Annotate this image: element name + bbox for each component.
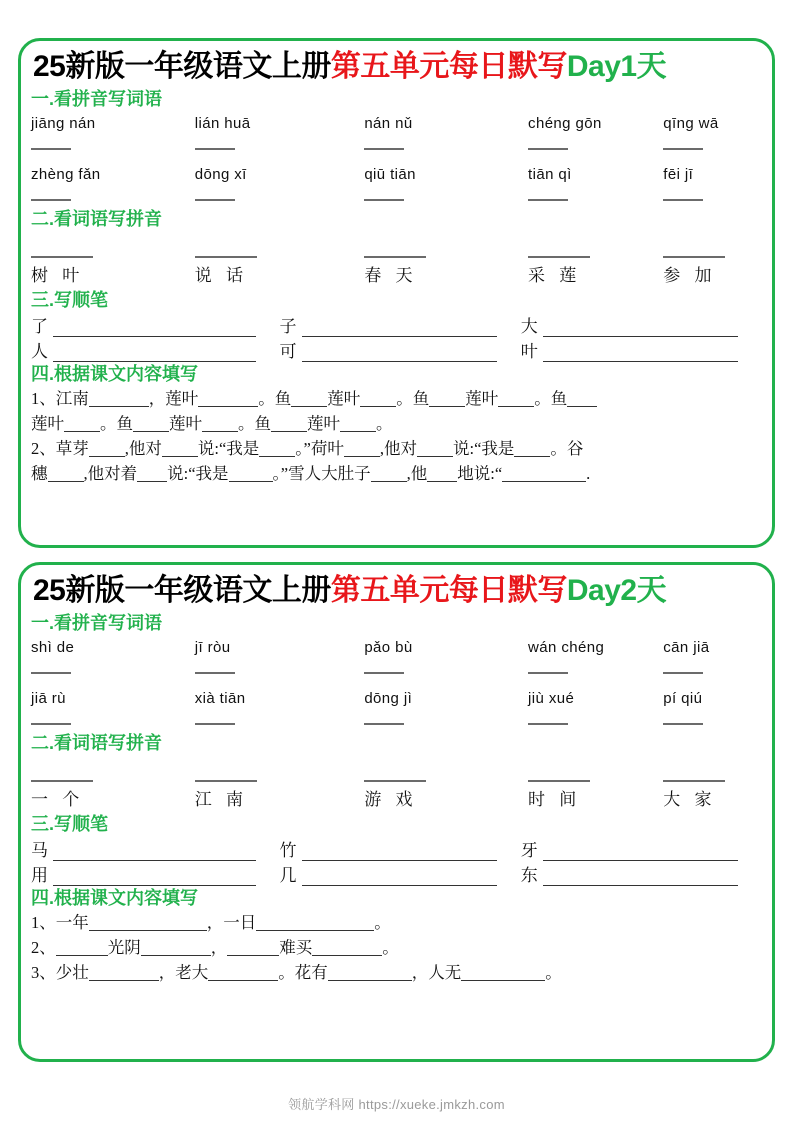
day2-section3-heading: 三.写顺笔 bbox=[31, 814, 109, 834]
pinyin-cell bbox=[663, 635, 762, 680]
answer-blank[interactable] bbox=[663, 244, 762, 264]
pinyin-cell bbox=[663, 686, 762, 731]
pinyin-text: jiù xué bbox=[528, 690, 575, 707]
pinyin-text: chéng gōn bbox=[528, 115, 602, 132]
stroke-cell bbox=[521, 861, 762, 886]
answer-blank[interactable] bbox=[528, 244, 663, 264]
pinyin-text: dōng xī bbox=[194, 166, 247, 183]
answer-blank[interactable] bbox=[195, 659, 365, 680]
answer-blank[interactable] bbox=[195, 186, 365, 207]
word-cell bbox=[364, 768, 528, 812]
fillin-line[interactable]: 3、少壮 ，老大 。花有 ，人无 。 bbox=[31, 963, 562, 982]
stroke-char: 马 bbox=[31, 841, 48, 860]
answer-blank[interactable] bbox=[663, 659, 762, 680]
fillin-line[interactable]: 莲叶 。鱼 莲叶 。鱼 莲叶 。 bbox=[31, 414, 393, 433]
day1-words-row bbox=[31, 244, 762, 288]
stroke-cell bbox=[280, 337, 521, 362]
pinyin-cell bbox=[364, 111, 528, 156]
pinyin-cell bbox=[663, 111, 762, 156]
stroke-cell bbox=[31, 337, 280, 362]
pinyin-cell bbox=[31, 111, 195, 156]
pinyin-text: dōng jì bbox=[364, 690, 413, 707]
word-cell bbox=[364, 244, 528, 288]
word-cell bbox=[31, 244, 195, 288]
answer-blank[interactable] bbox=[528, 135, 663, 156]
stroke-char: 大 bbox=[520, 317, 538, 336]
answer-blank[interactable] bbox=[364, 659, 528, 680]
answer-blank[interactable] bbox=[528, 768, 663, 788]
answer-blank[interactable] bbox=[31, 135, 195, 156]
pinyin-cell bbox=[663, 162, 762, 207]
day1-stroke-row-2 bbox=[31, 337, 762, 362]
pinyin-text: jiā rù bbox=[31, 690, 66, 707]
day2-title-red: 第五单元每日默写 bbox=[330, 574, 567, 607]
stroke-char: 了 bbox=[31, 317, 48, 336]
day2-section1-heading: 一.看拼音写词语 bbox=[31, 613, 163, 633]
answer-blank[interactable] bbox=[364, 768, 528, 788]
day2-card bbox=[18, 562, 775, 1062]
answer-blank[interactable] bbox=[31, 186, 195, 207]
stroke-char: 牙 bbox=[520, 841, 538, 860]
answer-blank[interactable] bbox=[31, 768, 195, 788]
day1-title-red: 第五单元每日默写 bbox=[330, 50, 567, 83]
answer-blank[interactable] bbox=[663, 186, 762, 207]
answer-blank[interactable] bbox=[528, 659, 663, 680]
stroke-char: 叶 bbox=[520, 342, 538, 361]
word-text: 一 个 bbox=[31, 790, 85, 809]
day2-title-black: 25新版一年级语文上册 bbox=[33, 574, 331, 607]
word-cell bbox=[195, 244, 365, 288]
stroke-blank[interactable] bbox=[53, 317, 256, 337]
answer-blank[interactable] bbox=[663, 135, 762, 156]
pinyin-text: jī ròu bbox=[194, 639, 231, 656]
pinyin-cell bbox=[528, 162, 663, 207]
day1-title bbox=[31, 47, 762, 87]
word-text: 时 间 bbox=[528, 790, 582, 809]
answer-blank[interactable] bbox=[195, 135, 365, 156]
pinyin-text: xià tiān bbox=[194, 690, 246, 707]
pinyin-text: pǎo bù bbox=[364, 639, 413, 656]
day2-stroke-row-1 bbox=[31, 836, 762, 861]
day1-pinyin-row-1 bbox=[31, 111, 762, 156]
fillin-line[interactable]: 2、草芽 ,他对 说:“我是 。”荷叶 ,他对 说:“我是 。谷 bbox=[31, 439, 584, 458]
answer-blank[interactable] bbox=[364, 135, 528, 156]
pinyin-text: lián huā bbox=[194, 115, 251, 132]
day2-pinyin-row-1 bbox=[31, 635, 762, 680]
fillin-line[interactable]: 穗 ,他对着 说:“我是 。”雪人大肚子 ,他 地说:“ . bbox=[31, 464, 591, 483]
stroke-blank[interactable] bbox=[302, 317, 497, 337]
day2-words-row bbox=[31, 768, 762, 812]
stroke-blank[interactable] bbox=[302, 342, 497, 362]
pinyin-text: nán nǔ bbox=[364, 115, 413, 132]
fillin-line[interactable]: 1、一年 ，一日 。 bbox=[31, 913, 391, 932]
day1-section1-heading: 一.看拼音写词语 bbox=[31, 89, 163, 109]
answer-blank[interactable] bbox=[195, 244, 365, 264]
day1-pinyin-row-2 bbox=[31, 162, 762, 207]
pinyin-cell bbox=[528, 686, 663, 731]
answer-blank[interactable] bbox=[364, 186, 528, 207]
day2-title bbox=[31, 571, 762, 611]
day1-card bbox=[18, 38, 775, 548]
day1-title-green: Day1天 bbox=[566, 50, 667, 83]
pinyin-cell bbox=[31, 162, 195, 207]
fillin-line[interactable]: 1、江南 ，莲叶 。鱼 莲叶 。鱼 莲叶 。鱼 bbox=[31, 386, 762, 411]
stroke-blank[interactable] bbox=[53, 866, 256, 886]
stroke-cell bbox=[280, 836, 521, 861]
stroke-blank[interactable] bbox=[53, 841, 256, 861]
pinyin-cell bbox=[195, 635, 365, 680]
stroke-cell bbox=[521, 337, 762, 362]
word-text: 说 话 bbox=[194, 266, 248, 285]
pinyin-cell bbox=[31, 686, 195, 731]
answer-blank[interactable] bbox=[663, 768, 762, 788]
stroke-cell bbox=[31, 836, 280, 861]
answer-blank[interactable] bbox=[31, 710, 195, 731]
stroke-char: 几 bbox=[279, 866, 297, 885]
stroke-blank[interactable] bbox=[302, 866, 497, 886]
day2-section2-heading: 二.看词语写拼音 bbox=[31, 733, 163, 753]
day1-fillin-block bbox=[31, 386, 762, 486]
stroke-cell bbox=[521, 312, 762, 337]
pinyin-cell bbox=[31, 635, 195, 680]
answer-blank[interactable] bbox=[364, 244, 528, 264]
stroke-char: 人 bbox=[31, 342, 48, 361]
pinyin-text: jiāng nán bbox=[31, 115, 96, 132]
stroke-char: 东 bbox=[520, 866, 538, 885]
day1-section4-heading: 四.根据课文内容填写 bbox=[31, 364, 199, 384]
answer-blank[interactable] bbox=[528, 710, 663, 731]
stroke-cell bbox=[280, 312, 521, 337]
stroke-blank[interactable] bbox=[543, 841, 738, 861]
pinyin-text: fēi jī bbox=[663, 166, 694, 183]
stroke-char: 子 bbox=[279, 317, 297, 336]
stroke-blank[interactable] bbox=[543, 317, 738, 337]
stroke-blank[interactable] bbox=[302, 841, 497, 861]
pinyin-text: tiān qì bbox=[528, 166, 572, 183]
pinyin-cell bbox=[364, 686, 528, 731]
day2-section4-heading: 四.根据课文内容填写 bbox=[31, 888, 199, 908]
word-cell bbox=[528, 768, 663, 812]
stroke-blank[interactable] bbox=[53, 342, 256, 362]
pinyin-cell bbox=[195, 686, 365, 731]
pinyin-text: cān jiā bbox=[663, 639, 710, 656]
pinyin-text: wán chéng bbox=[528, 639, 605, 656]
stroke-blank[interactable] bbox=[543, 342, 738, 362]
day2-pinyin-row-2 bbox=[31, 686, 762, 731]
answer-blank[interactable] bbox=[195, 768, 365, 788]
pinyin-cell bbox=[195, 162, 365, 207]
pinyin-cell bbox=[364, 635, 528, 680]
stroke-cell bbox=[31, 861, 280, 886]
stroke-cell bbox=[31, 312, 280, 337]
word-text: 树 叶 bbox=[31, 266, 85, 285]
day2-fillin-block bbox=[31, 910, 762, 985]
answer-blank[interactable] bbox=[31, 244, 195, 264]
pinyin-text: shì de bbox=[31, 639, 75, 656]
footer-watermark: 领航学科网 https://xueke.jmkzh.com bbox=[288, 1097, 505, 1112]
pinyin-text: qīng wā bbox=[663, 115, 719, 132]
answer-blank[interactable] bbox=[195, 710, 365, 731]
stroke-char: 可 bbox=[279, 342, 297, 361]
stroke-char: 用 bbox=[31, 866, 48, 885]
word-cell bbox=[663, 768, 762, 812]
pinyin-cell bbox=[364, 162, 528, 207]
day1-section2-heading: 二.看词语写拼音 bbox=[31, 209, 163, 229]
word-text: 江 南 bbox=[194, 790, 248, 809]
answer-blank[interactable] bbox=[663, 710, 762, 731]
answer-blank[interactable] bbox=[364, 710, 528, 731]
word-cell bbox=[31, 768, 195, 812]
stroke-cell bbox=[280, 861, 521, 886]
word-text: 游 戏 bbox=[364, 790, 418, 809]
pinyin-cell bbox=[528, 635, 663, 680]
stroke-cell bbox=[521, 836, 762, 861]
pinyin-cell bbox=[195, 111, 365, 156]
word-text: 采 莲 bbox=[528, 266, 582, 285]
pinyin-text: zhèng fǎn bbox=[31, 166, 101, 183]
pinyin-cell bbox=[528, 111, 663, 156]
answer-blank[interactable] bbox=[31, 659, 195, 680]
word-cell bbox=[195, 768, 365, 812]
word-cell bbox=[663, 244, 762, 288]
pinyin-text: pí qiú bbox=[663, 690, 703, 707]
day2-title-green: Day2天 bbox=[566, 574, 667, 607]
day2-stroke-row-2 bbox=[31, 861, 762, 886]
word-text: 参 加 bbox=[663, 266, 717, 285]
day1-title-black: 25新版一年级语文上册 bbox=[33, 50, 331, 83]
word-text: 大 家 bbox=[663, 790, 717, 809]
day1-section3-heading: 三.写顺笔 bbox=[31, 290, 109, 310]
day1-stroke-row-1 bbox=[31, 312, 762, 337]
answer-blank[interactable] bbox=[528, 186, 663, 207]
stroke-char: 竹 bbox=[279, 841, 297, 860]
word-text: 春 天 bbox=[364, 266, 418, 285]
fillin-line[interactable]: 2、 光阴 ， 难买 。 bbox=[31, 938, 399, 957]
word-cell bbox=[528, 244, 663, 288]
stroke-blank[interactable] bbox=[543, 866, 738, 886]
pinyin-text: qiū tiān bbox=[364, 166, 416, 183]
